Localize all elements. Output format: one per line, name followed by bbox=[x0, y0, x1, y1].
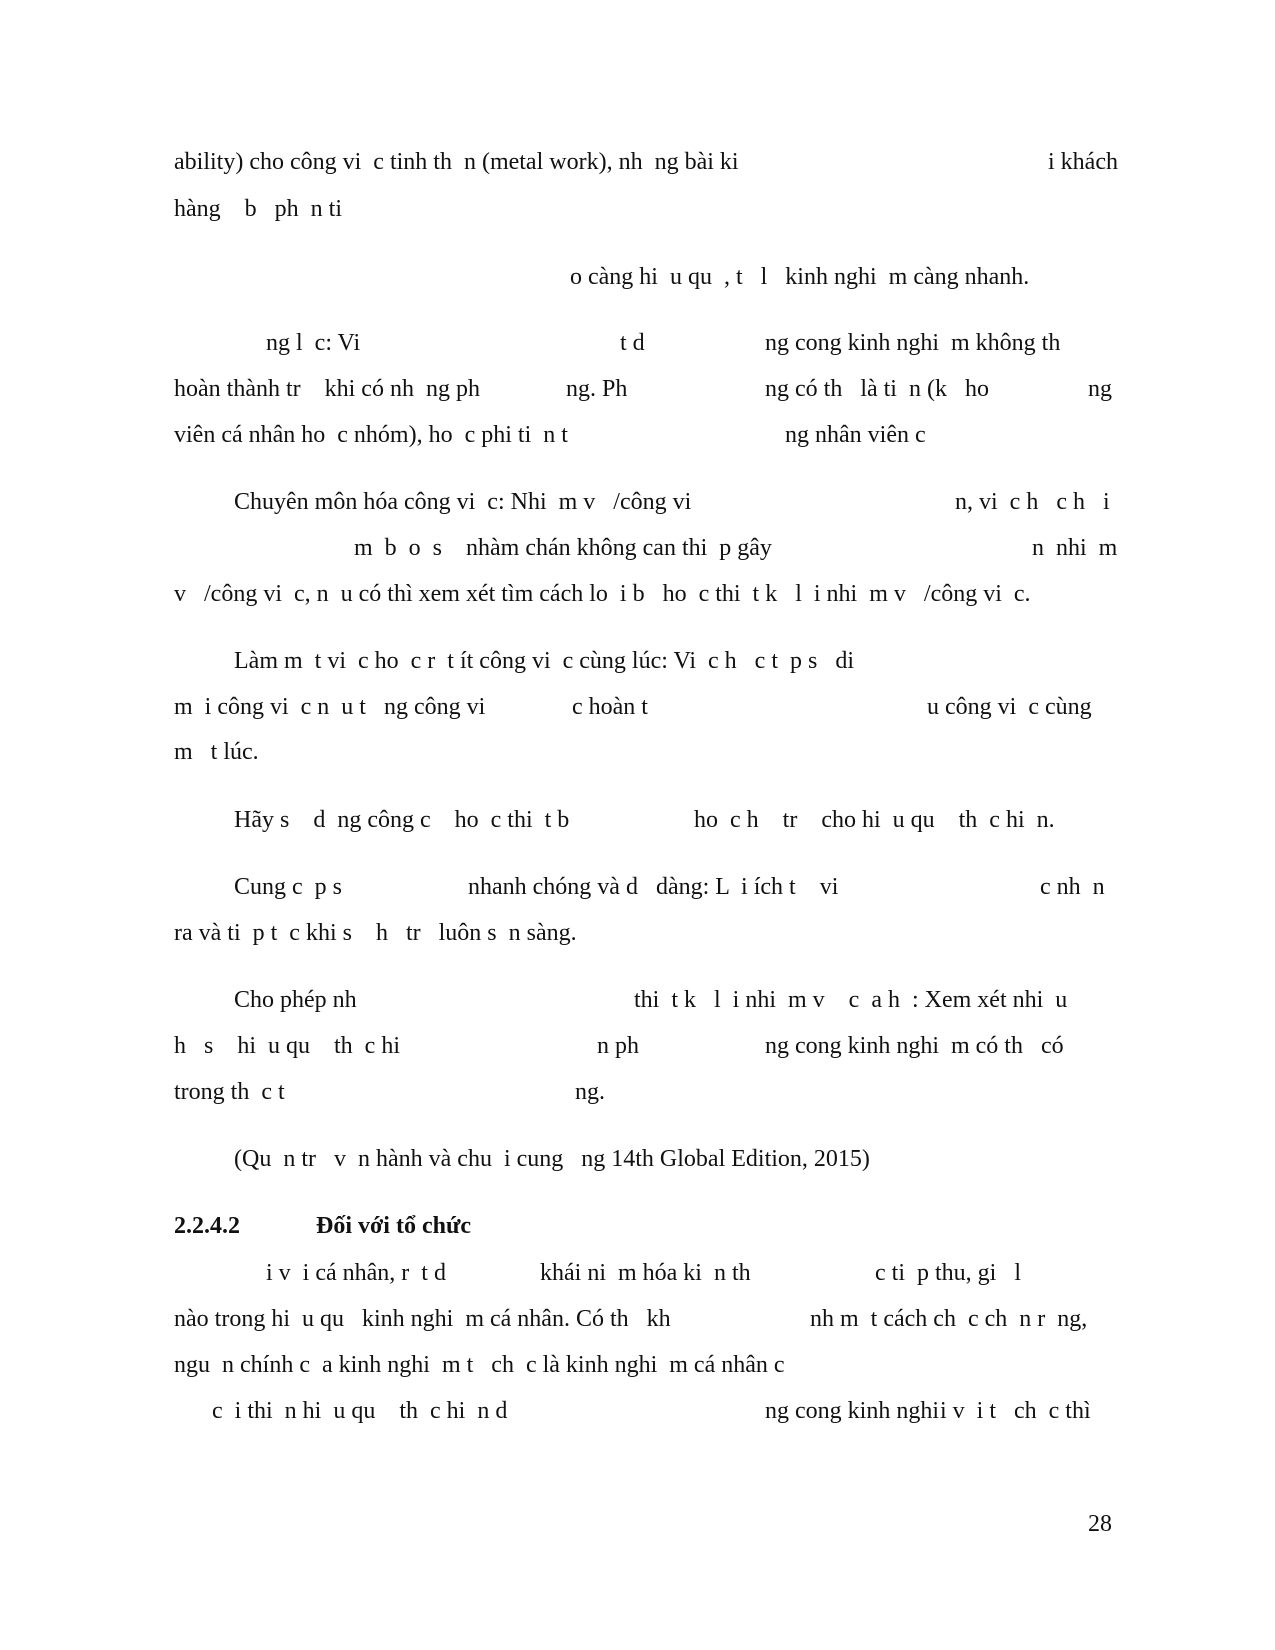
text-line-segment: n nhi m bbox=[1032, 535, 1118, 561]
text-line-segment: v /công vi c, n u có thì xem xét tìm cách lo i b ho c thi t k l i nhi m v /công vi c. bbox=[174, 581, 1031, 607]
text-line-segment: khái ni m hóa ki n th bbox=[540, 1260, 751, 1286]
text-line-segment: i v i t ch c thì bbox=[940, 1398, 1091, 1424]
text-line-segment: c ti p thu, gi l bbox=[875, 1260, 1021, 1286]
text-line-segment: ng bbox=[1088, 376, 1112, 402]
text-line-segment: ng cong kinh nghi m có th có bbox=[765, 1033, 1064, 1059]
section-heading-title: Đối với tổ chức bbox=[316, 1213, 472, 1239]
text-line-segment: m i công vi c n u t ng công vi bbox=[174, 694, 486, 720]
text-line-segment: ability) cho công vi c tinh th n (metal work), nh ng bài ki bbox=[174, 149, 739, 175]
text-line-segment: Chuyên môn hóa công vi c: Nhi m v /công vi bbox=[234, 489, 692, 515]
text-line-segment: (Qu n tr v n hành và chu i cung ng 14th Global Edition, 2015) bbox=[234, 1146, 870, 1172]
text-line-segment: ng l c: Vi bbox=[266, 330, 361, 356]
text-line-segment: ng cong kinh nghi m không th bbox=[765, 330, 1061, 356]
text-line-segment: ng. bbox=[575, 1079, 605, 1105]
text-line-segment: ng nhân viên c bbox=[785, 422, 926, 448]
text-line-segment: ho c h tr cho hi u qu th c hi n. bbox=[694, 807, 1055, 833]
text-line-segment: hoàn thành tr khi có nh ng ph bbox=[174, 376, 480, 402]
text-line-segment: Cho phép nh bbox=[234, 987, 357, 1013]
text-line-segment: m b o s nhàm chán không can thi p gây bbox=[354, 535, 772, 561]
text-line-segment: t d bbox=[620, 330, 645, 356]
text-line-segment: viên cá nhân ho c nhóm), ho c phi ti n t bbox=[174, 422, 568, 448]
text-line-segment: n ph bbox=[597, 1033, 639, 1059]
text-line-segment: c hoàn t bbox=[572, 694, 648, 720]
text-line-segment: i v i cá nhân, r t d bbox=[266, 1260, 446, 1286]
text-line-segment: ra và ti p t c khi s h tr luôn s n sàng. bbox=[174, 920, 577, 946]
text-line-segment: thi t k l i nhi m v c a h : Xem xét nhi u bbox=[634, 987, 1068, 1013]
section-heading-number: 2.2.4.2 bbox=[174, 1213, 240, 1239]
text-line-segment: nhanh chóng và d dàng: L i ích t vi bbox=[468, 874, 839, 900]
text-line-segment: o càng hi u qu , t l kinh nghi m càng nhanh. bbox=[570, 264, 1030, 290]
text-line-segment: n, vi c h c h i bbox=[955, 489, 1110, 515]
text-line-segment: nh m t cách ch c ch n r ng, bbox=[810, 1306, 1088, 1332]
text-line-segment: Cung c p s bbox=[234, 874, 342, 900]
page-number: 28 bbox=[1088, 1511, 1112, 1537]
text-line-segment: nào trong hi u qu kinh nghi m cá nhân. Có th kh bbox=[174, 1306, 671, 1332]
text-line-segment: c i thi n hi u qu th c hi n d bbox=[212, 1398, 508, 1424]
text-line-segment: ng có th là ti n (k ho bbox=[765, 376, 989, 402]
text-line-segment: ng. Ph bbox=[566, 376, 628, 402]
text-line-segment: trong th c t bbox=[174, 1079, 285, 1105]
text-line-segment: h s hi u qu th c hi bbox=[174, 1033, 400, 1059]
text-line-segment: hàng b ph n ti bbox=[174, 196, 342, 222]
text-line-segment: m t lúc. bbox=[174, 739, 259, 765]
text-line-segment: c nh n bbox=[1040, 874, 1105, 900]
text-line-segment: u công vi c cùng bbox=[927, 694, 1092, 720]
text-line-segment: Làm m t vi c ho c r t ít công vi c cùng lúc: Vi c h c t p s di bbox=[234, 648, 855, 674]
text-line-segment: i khách bbox=[1048, 149, 1118, 175]
text-line-segment: ngu n chính c a kinh nghi m t ch c là kinh nghi m cá nhân c bbox=[174, 1352, 785, 1378]
text-line-segment: ng cong kinh nghi bbox=[765, 1398, 939, 1424]
text-line-segment: Hãy s d ng công c ho c thi t b bbox=[234, 807, 570, 833]
